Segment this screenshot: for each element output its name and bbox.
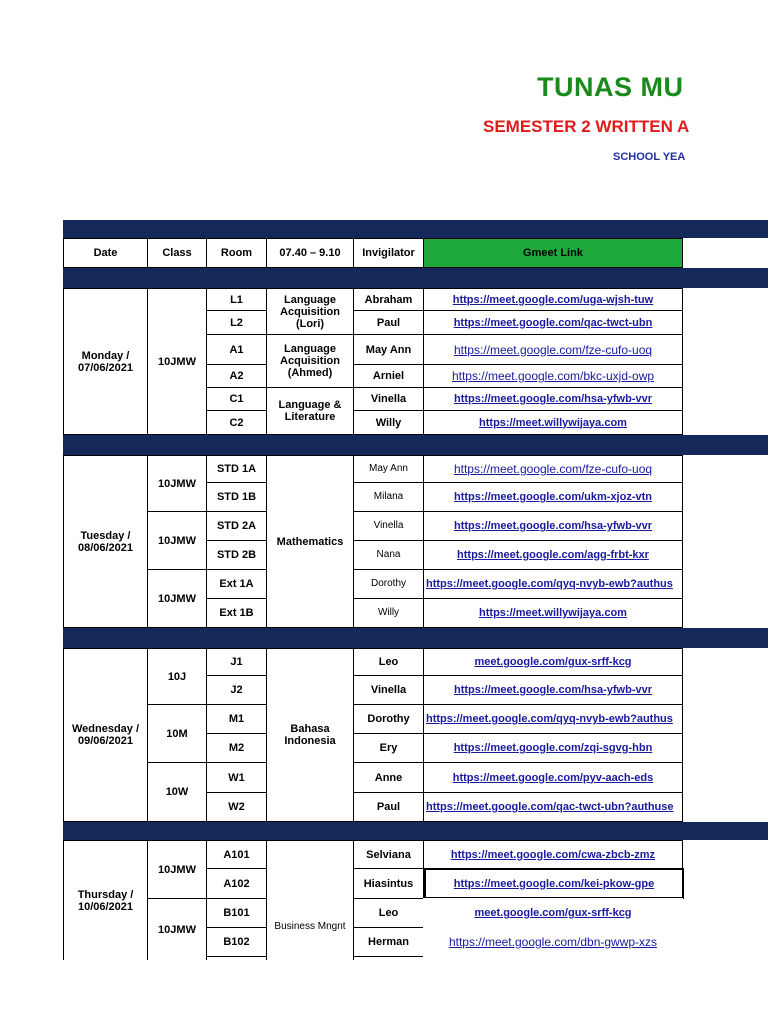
invigilator-cell: Willy <box>353 410 424 435</box>
invigilator-cell: Selviana <box>353 840 424 869</box>
room-cell: J1 <box>206 648 267 676</box>
invigilator-cell: Hiasintus <box>353 868 424 899</box>
gmeet-link[interactable]: https://meet.google.com/cwa-zbcb-zmz <box>423 840 683 869</box>
invigilator-cell: Milana <box>353 482 424 512</box>
room-cell: STD 2A <box>206 511 267 541</box>
tuesday-class: 10JMW <box>147 511 207 570</box>
room-cell: J2 <box>206 675 267 705</box>
tuesday-class: 10JMW <box>147 455 207 512</box>
invigilator-cell: Vinella <box>353 675 424 705</box>
room-cell: A101 <box>206 840 267 869</box>
gmeet-link[interactable]: https://meet.google.com/qac-twct-ubn <box>423 310 683 335</box>
room-cell: STD 1A <box>206 455 267 483</box>
school-title: TUNAS MU <box>537 72 684 102</box>
invigilator-cell: Vinella <box>353 387 424 411</box>
room-cell: L1 <box>206 288 267 311</box>
gmeet-link[interactable]: https://meet.google.com/hsa-yfwb-vvr <box>423 511 683 541</box>
gmeet-link[interactable]: https://meet.google.com/qyq-nvyb-ewb?authus <box>423 569 683 599</box>
invigilator-cell: Paul <box>353 792 424 822</box>
subject-cell: Language Acquisition (Lori) <box>266 288 354 335</box>
tuesday-band <box>63 435 768 455</box>
invigilator-cell: Abraham <box>353 288 424 311</box>
school-year: SCHOOL YEA <box>613 151 686 163</box>
monday-band <box>63 268 768 288</box>
room-cell: W1 <box>206 762 267 793</box>
gmeet-link[interactable]: https://meet.google.com/hsa-yfwb-vvr <box>423 387 683 411</box>
thursday-class: 10JMW <box>147 898 207 960</box>
invigilator-cell: Paul <box>353 310 424 335</box>
wednesday-class: 10J <box>147 648 207 705</box>
gmeet-link[interactable]: https://meet.google.com/agg-frbt-kxr <box>423 540 683 570</box>
invigilator-cell: May Ann <box>353 334 424 365</box>
room-cell: C2 <box>206 410 267 435</box>
room-cell: W2 <box>206 792 267 822</box>
thursday-class: 10JMW <box>147 840 207 899</box>
col-date: Date <box>63 238 148 268</box>
col-class: Class <box>147 238 207 268</box>
invigilator-cell: Dorothy <box>353 569 424 599</box>
gmeet-link[interactable]: https://meet.google.com/dbn-gwwp-xzs <box>423 927 683 957</box>
room-cell: A1 <box>206 334 267 365</box>
subject-cell: Language & Literature <box>266 387 354 435</box>
monday-class: 10JMW <box>147 288 207 435</box>
gmeet-link[interactable]: https://meet.google.com/hsa-yfwb-vvr <box>423 675 683 705</box>
gmeet-link[interactable]: https://meet.willywijaya.com <box>423 410 683 435</box>
invigilator-cell: Herman <box>353 927 424 957</box>
subject-cell: Business Mngnt <box>266 840 354 960</box>
gmeet-link[interactable]: https://meet.google.com/ukm-xjoz-vtn <box>423 482 683 512</box>
monday-date: Monday / 07/06/2021 <box>63 288 148 435</box>
gmeet-link[interactable]: https://meet.google.com/uga-wjsh-tuw <box>423 288 683 311</box>
gmeet-link[interactable]: https://meet.google.com/bkc-uxjd-owp <box>423 364 683 388</box>
room-cell: Ext 1B <box>206 598 267 628</box>
invigilator-cell: Arniel <box>353 364 424 388</box>
wednesday-class: 10W <box>147 762 207 822</box>
room-cell: STD 2B <box>206 540 267 570</box>
exam-subtitle: SEMESTER 2 WRITTEN A <box>483 117 690 136</box>
gmeet-link[interactable]: https://meet.google.com/zqi-sgvg-hbn <box>423 733 683 763</box>
col-invigilator: Invigilator <box>353 238 424 268</box>
invigilator-cell: Vinella <box>353 511 424 541</box>
invigilator-cell: Willy <box>353 598 424 628</box>
tuesday-class: 10JMW <box>147 569 207 628</box>
room-cell: A102 <box>206 868 267 899</box>
room-cell: STD 1B <box>206 482 267 512</box>
invigilator-cell: Nana <box>353 540 424 570</box>
gmeet-link[interactable]: https://meet.google.com/qac-twct-ubn?authuse <box>423 792 683 822</box>
thursday-date: Thursday / 10/06/2021 <box>63 840 148 960</box>
room-cell: C1 <box>206 387 267 411</box>
gmeet-link[interactable]: meet.google.com/gux-srff-kcg <box>423 898 683 928</box>
room-cell: M2 <box>206 733 267 763</box>
room-cell: B102 <box>206 927 267 957</box>
gmeet-link[interactable]: https://meet.google.com/fze-cufo-uoq <box>423 334 683 365</box>
wednesday-date: Wednesday / 09/06/2021 <box>63 648 148 822</box>
wednesday-band <box>63 628 768 648</box>
gmeet-link[interactable]: https://meet.willywijaya.com <box>423 598 683 628</box>
wednesday-class: 10M <box>147 704 207 763</box>
tuesday-date: Tuesday / 08/06/2021 <box>63 455 148 628</box>
room-cell: M1 <box>206 704 267 734</box>
col-room: Room <box>206 238 267 268</box>
invigilator-cell: Dorothy <box>353 704 424 734</box>
room-cell: B101 <box>206 898 267 928</box>
col-time: 07.40 – 9.10 <box>266 238 354 268</box>
room-cell: Ext 1A <box>206 569 267 599</box>
gmeet-link[interactable]: https://meet.google.com/kei-pkow-gpe <box>424 868 684 899</box>
thursday-band <box>63 822 768 840</box>
col-gmeet: Gmeet Link <box>423 238 683 268</box>
invigilator-cell: Leo <box>353 648 424 676</box>
room-cell: L2 <box>206 310 267 335</box>
invigilator-cell: May Ann <box>353 455 424 483</box>
subject-cell: Language Acquisition (Ahmed) <box>266 334 354 388</box>
invigilator-cell: Anne <box>353 762 424 793</box>
room-cell: A2 <box>206 364 267 388</box>
invigilator-cell: Leo <box>353 898 424 928</box>
subject-cell: Mathematics <box>266 455 354 628</box>
header-band <box>63 220 768 238</box>
invigilator-cell: Ery <box>353 733 424 763</box>
subject-cell: Bahasa Indonesia <box>266 648 354 822</box>
gmeet-link[interactable]: meet.google.com/gux-srff-kcg <box>423 648 683 676</box>
gmeet-link[interactable]: https://meet.google.com/pyv-aach-eds <box>423 762 683 793</box>
gmeet-link[interactable]: https://meet.google.com/qyq-nvyb-ewb?authus <box>423 704 683 734</box>
gmeet-link[interactable]: https://meet.google.com/fze-cufo-uoq <box>423 455 683 483</box>
